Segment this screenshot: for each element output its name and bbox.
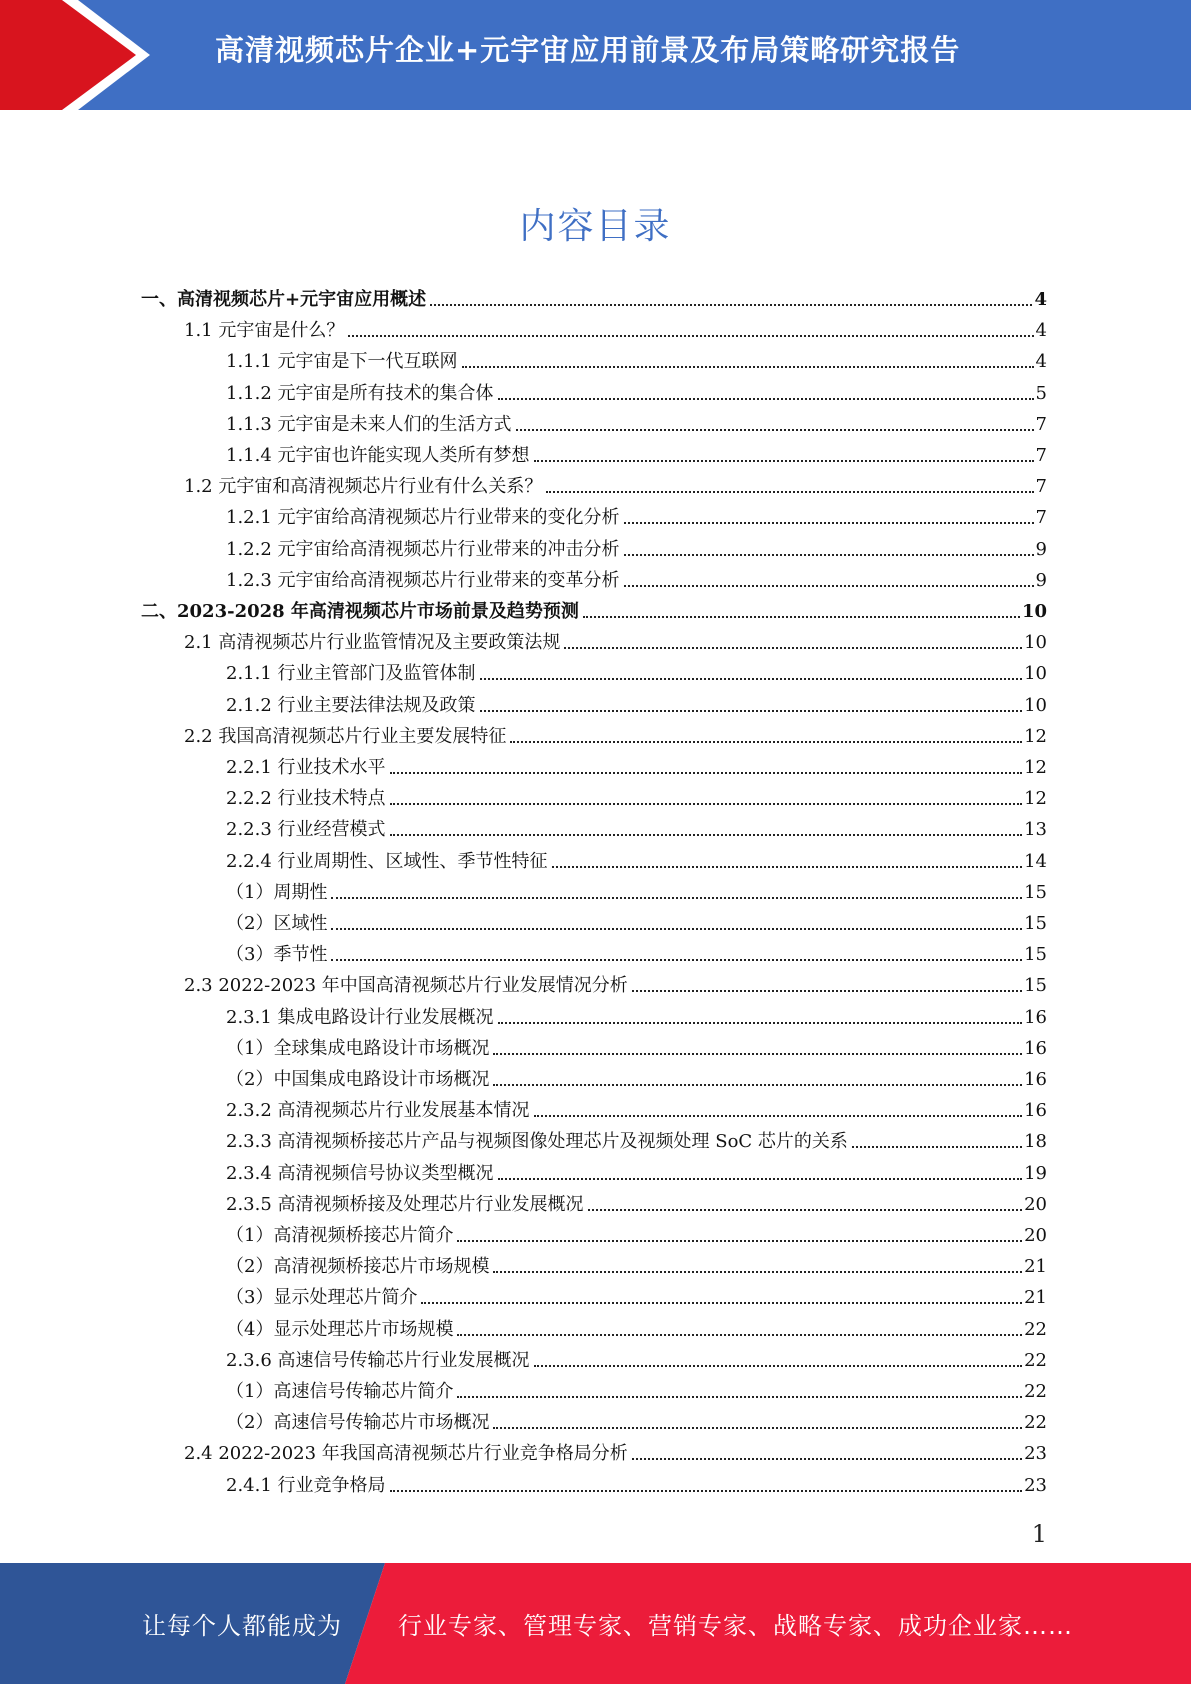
toc-entry-page: 10 <box>1024 632 1047 654</box>
toc-entry[interactable] <box>226 752 1047 780</box>
toc-entry[interactable] <box>226 346 1047 374</box>
toc-entry-page: 16 <box>1024 1006 1047 1028</box>
toc-entry[interactable] <box>226 1189 1047 1217</box>
toc-entry-page: 15 <box>1024 913 1047 934</box>
toc-dot-leader <box>588 1203 1023 1211</box>
toc-dot-leader <box>331 953 1022 961</box>
toc-entry-label: （3）季节性 <box>226 944 328 966</box>
toc-dot-leader <box>480 704 1023 712</box>
toc-entry-label: 1.2.1 元宇宙给高清视频芯片行业带来的变化分析 <box>226 507 620 529</box>
report-header-banner <box>0 0 1191 110</box>
toc-dot-leader <box>510 735 1022 743</box>
footer-slogan-left: 让每个人都能成为 <box>142 1612 342 1640</box>
toc-entry-label: 2.2 我国高清视频芯片行业主要发展特征 <box>184 725 507 747</box>
toc-entry-label: （1）全球集成电路设计市场概况 <box>226 1037 490 1059</box>
toc-entry-label: （2）区域性 <box>226 913 328 934</box>
toc-dot-leader <box>348 329 1033 337</box>
toc-dot-leader <box>390 766 1023 774</box>
toc-entry-label: 2.3.2 高清视频芯片行业发展基本情况 <box>226 1100 530 1122</box>
toc-entry[interactable] <box>184 1438 1047 1466</box>
toc-entry-label: （1）周期性 <box>226 881 328 903</box>
toc-entry-page: 22 <box>1024 1318 1047 1340</box>
toc-entry-page: 13 <box>1024 819 1047 841</box>
toc-entry-label: 2.4 2022-2023 年我国高清视频芯片行业竞争格局分析 <box>184 1443 628 1465</box>
toc-entry[interactable] <box>226 409 1047 437</box>
toc-entry-label: 2.4.1 行业竞争格局 <box>226 1474 386 1496</box>
toc-entry-page: 14 <box>1024 850 1047 872</box>
toc-entry-page: 7 <box>1035 507 1047 529</box>
toc-dot-leader <box>493 1078 1022 1086</box>
toc-entry-page: 16 <box>1024 1069 1047 1090</box>
toc-entry[interactable] <box>226 1376 1047 1404</box>
toc-entry-label: 2.3.4 高清视频信号协议类型概况 <box>226 1162 494 1184</box>
toc-dot-leader <box>498 392 1034 400</box>
toc-entry[interactable] <box>226 939 1047 967</box>
toc-entry-label: 2.3 2022-2023 年中国高清视频芯片行业发展情况分析 <box>184 975 628 997</box>
toc-entry-page: 7 <box>1035 445 1047 466</box>
toc-entry-label: （2）中国集成电路设计市场概况 <box>226 1069 490 1090</box>
toc-dot-leader <box>457 1390 1022 1398</box>
toc-entry[interactable] <box>226 1407 1047 1435</box>
toc-heading: 内容目录 <box>519 206 672 247</box>
toc-entry[interactable] <box>226 440 1047 468</box>
toc-entry[interactable] <box>226 378 1047 406</box>
toc-dot-leader <box>493 1265 1022 1273</box>
toc-entry-page: 22 <box>1024 1349 1047 1371</box>
toc-entry-page: 15 <box>1024 881 1047 903</box>
toc-entry-page: 15 <box>1024 975 1047 997</box>
toc-entry-label: 1.1 元宇宙是什么？ <box>184 320 345 342</box>
toc-entry[interactable] <box>226 1345 1047 1373</box>
toc-entry-label: 2.2.3 行业经营模式 <box>226 819 386 841</box>
toc-dot-leader <box>632 1452 1022 1460</box>
toc-entry[interactable] <box>226 814 1047 842</box>
toc-dot-leader <box>624 548 1034 556</box>
toc-entry-page: 10 <box>1024 663 1047 685</box>
toc-entry[interactable] <box>226 1220 1047 1248</box>
toc-entry-label: 1.1.2 元宇宙是所有技术的集合体 <box>226 382 494 404</box>
toc-dot-leader <box>462 360 1034 368</box>
toc-entry-page: 23 <box>1024 1443 1047 1465</box>
toc-entry-page: 10 <box>1021 601 1047 622</box>
toc-entry-label: 2.1.1 行业主管部门及监管体制 <box>226 663 476 685</box>
toc-dot-leader <box>493 1047 1022 1055</box>
toc-entry-page: 7 <box>1035 476 1047 498</box>
page-number: 1 <box>1031 1520 1047 1548</box>
toc-entry[interactable] <box>226 1251 1047 1279</box>
toc-entry-label: 2.1.2 行业主要法律法规及政策 <box>226 694 476 716</box>
toc-dot-leader <box>624 579 1034 587</box>
toc-entry-page: 10 <box>1024 694 1047 716</box>
toc-entry-label: 1.2.2 元宇宙给高清视频芯片行业带来的冲击分析 <box>226 538 620 560</box>
toc-entry-page: 4 <box>1035 351 1047 373</box>
toc-entry-label: 1.1.4 元宇宙也许能实现人类所有梦想 <box>226 445 530 466</box>
toc-dot-leader <box>583 610 1020 618</box>
red-chevron-logo <box>0 0 150 110</box>
toc-entry-label: 2.2.1 行业技术水平 <box>226 757 386 778</box>
toc-dot-leader <box>516 423 1034 431</box>
toc-dot-leader <box>852 1140 1022 1148</box>
toc-entry-label: 1.1.1 元宇宙是下一代互联网 <box>226 351 458 373</box>
toc-entry[interactable] <box>226 1470 1047 1498</box>
toc-dot-leader <box>430 298 1032 306</box>
toc-dot-leader <box>457 1234 1022 1242</box>
toc-entry-page: 22 <box>1024 1381 1047 1402</box>
toc-dot-leader <box>564 641 1022 649</box>
footer-banner <box>0 1563 1191 1684</box>
toc-dot-leader <box>632 984 1022 992</box>
toc-entry[interactable] <box>226 1033 1047 1061</box>
toc-entry[interactable] <box>226 658 1047 686</box>
toc-entry-page: 12 <box>1024 788 1047 810</box>
toc-entry[interactable] <box>226 783 1047 811</box>
toc-entry-page: 19 <box>1024 1162 1047 1184</box>
toc-entry-label: （1）高速信号传输芯片简介 <box>226 1381 454 1402</box>
toc-dot-leader <box>624 516 1034 524</box>
toc-entry-page: 23 <box>1024 1474 1047 1496</box>
toc-entry-label: （2）高清视频桥接芯片市场规模 <box>226 1256 490 1278</box>
toc-dot-leader <box>534 1359 1023 1367</box>
toc-entry-label: 1.1.3 元宇宙是未来人们的生活方式 <box>226 413 512 435</box>
toc-entry-page: 15 <box>1024 944 1047 966</box>
toc-entry-label: （1）高清视频桥接芯片简介 <box>226 1225 454 1246</box>
toc-entry[interactable] <box>226 1126 1047 1154</box>
toc-entry[interactable] <box>184 471 1047 499</box>
toc-entry[interactable] <box>184 970 1047 998</box>
toc-entry-label: 2.3.6 高速信号传输芯片行业发展概况 <box>226 1349 530 1371</box>
toc-entry[interactable] <box>226 690 1047 718</box>
toc-entry-page: 21 <box>1024 1287 1047 1309</box>
toc-entry[interactable] <box>226 534 1047 562</box>
toc-entry[interactable] <box>184 721 1047 749</box>
toc-entry[interactable] <box>226 502 1047 530</box>
toc-entry[interactable] <box>226 908 1047 936</box>
toc-entry-page: 9 <box>1035 538 1047 560</box>
toc-dot-leader <box>498 1016 1023 1024</box>
toc-entry-page: 5 <box>1035 382 1047 404</box>
toc-entry-page: 21 <box>1024 1256 1047 1278</box>
toc-dot-leader <box>390 828 1023 836</box>
toc-entry-label: （4）显示处理芯片市场规模 <box>226 1318 454 1340</box>
toc-entry-label: 2.3.3 高清视频桥接芯片产品与视频图像处理芯片及视频处理 SoC 芯片的关系 <box>226 1131 848 1153</box>
toc-entry[interactable] <box>226 846 1047 874</box>
toc-entry[interactable] <box>226 1095 1047 1123</box>
toc-entry-page: 4 <box>1035 320 1047 342</box>
toc-dot-leader <box>331 922 1022 930</box>
toc-entry[interactable] <box>184 627 1047 655</box>
toc-entry-label: 2.3.5 高清视频桥接及处理芯片行业发展概况 <box>226 1193 584 1215</box>
toc-entry-page: 16 <box>1024 1037 1047 1059</box>
toc-dot-leader <box>493 1421 1022 1429</box>
toc-entry-label: 二、2023-2028 年高清视频芯片市场前景及趋势预测 <box>141 601 579 622</box>
toc-entry[interactable] <box>226 1282 1047 1310</box>
toc-entry[interactable] <box>226 1002 1047 1030</box>
toc-entry-label: 2.1 高清视频芯片行业监管情况及主要政策法规 <box>184 632 561 654</box>
toc-entry[interactable] <box>226 565 1047 593</box>
toc-entry-page: 20 <box>1024 1193 1047 1215</box>
toc-dot-leader <box>498 1172 1023 1180</box>
toc-entry-page: 7 <box>1035 413 1047 435</box>
report-title: 高清视频芯片企业+元宇宙应用前景及布局策略研究报告 <box>215 33 961 67</box>
toc-entry-page: 4 <box>1034 289 1047 310</box>
toc-dot-leader <box>534 454 1034 462</box>
toc-entry[interactable] <box>141 596 1047 624</box>
toc-entry-page: 12 <box>1024 757 1047 778</box>
toc-entry-label: 2.2.4 行业周期性、区域性、季节性特征 <box>226 850 548 872</box>
toc-dot-leader <box>421 1296 1022 1304</box>
toc-entry-page: 9 <box>1035 569 1047 591</box>
toc-entry[interactable] <box>184 315 1047 343</box>
toc-entry-page: 12 <box>1024 725 1047 747</box>
toc-dot-leader <box>480 672 1023 680</box>
toc-entry-label: 1.2.3 元宇宙给高清视频芯片行业带来的变革分析 <box>226 569 620 591</box>
toc-entry[interactable] <box>226 877 1047 905</box>
toc-entry-label: （3）显示处理芯片简介 <box>226 1287 418 1309</box>
toc-dot-leader <box>457 1328 1022 1336</box>
toc-dot-leader <box>552 860 1023 868</box>
toc-entry[interactable] <box>226 1064 1047 1092</box>
toc-dot-leader <box>331 891 1022 899</box>
toc-entry[interactable] <box>141 284 1047 312</box>
toc-dot-leader <box>534 1109 1023 1117</box>
toc-entry-page: 16 <box>1024 1100 1047 1122</box>
toc-entry-page: 22 <box>1024 1412 1047 1434</box>
toc-entry-label: 一、高清视频芯片+元宇宙应用概述 <box>141 289 427 310</box>
toc-entry-label: 1.2 元宇宙和高清视频芯片行业有什么关系？ <box>184 476 543 498</box>
toc-entry-label: 2.3.1 集成电路设计行业发展概况 <box>226 1006 494 1028</box>
toc-dot-leader <box>390 797 1023 805</box>
toc-dot-leader <box>546 485 1033 493</box>
footer-slogan-right: 行业专家、管理专家、营销专家、战略专家、成功企业家…… <box>398 1612 1073 1640</box>
toc-entry-label: （2）高速信号传输芯片市场概况 <box>226 1412 490 1434</box>
toc-entry-label: 2.2.2 行业技术特点 <box>226 788 386 810</box>
toc-entry[interactable] <box>226 1314 1047 1342</box>
toc-dot-leader <box>390 1484 1023 1492</box>
toc-entry-page: 20 <box>1024 1225 1047 1246</box>
toc-entry[interactable] <box>226 1158 1047 1186</box>
toc-entry-page: 18 <box>1024 1131 1047 1153</box>
